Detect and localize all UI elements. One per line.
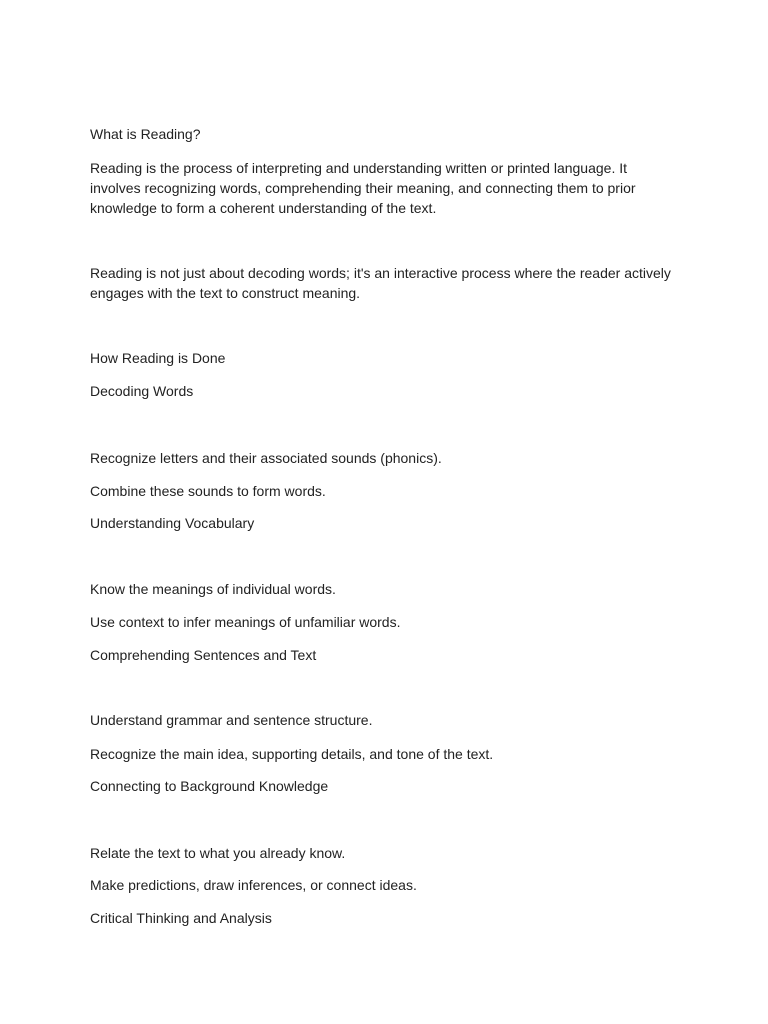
section-title-background: Connecting to Background Knowledge: [90, 778, 329, 794]
section-title-decoding: Decoding Words: [90, 383, 194, 399]
heading-how-reading-done: How Reading is Done: [90, 350, 226, 366]
section-point: Relate the text to what you already know.: [90, 845, 346, 861]
paragraph-definition: Reading is the process of interpreting and understanding written or printed language. It involves recognizing words, comprehending their meaning, and connecting them to prior knowledge to form a coherent understanding of the text.: [90, 160, 636, 216]
section-point: Combine these sounds to form words.: [90, 483, 326, 499]
section-point: Recognize letters and their associated sounds (phonics).: [90, 450, 442, 466]
section-point: Make predictions, draw inferences, or connect ideas.: [90, 877, 417, 893]
section-title-comprehending: Comprehending Sentences and Text: [90, 647, 317, 663]
section-title-critical-thinking: Critical Thinking and Analysis: [90, 910, 272, 926]
paragraph-interactive: Reading is not just about decoding words; it's an interactive process where the reader actively engages with the text to construct meaning.: [90, 265, 671, 301]
section-point: Understand grammar and sentence structure.: [90, 712, 373, 728]
section-point: Know the meanings of individual words.: [90, 581, 336, 597]
section-title-vocabulary: Understanding Vocabulary: [90, 515, 255, 531]
section-point: Recognize the main idea, supporting details, and tone of the text.: [90, 746, 494, 762]
section-point: Use context to infer meanings of unfamiliar words.: [90, 614, 401, 630]
heading-what-is-reading: What is Reading?: [90, 126, 201, 142]
